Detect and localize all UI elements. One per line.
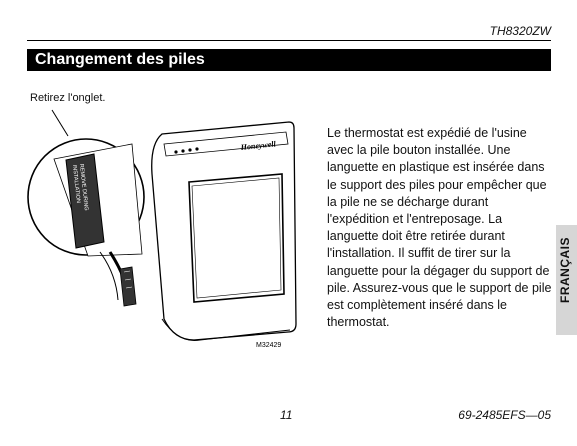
section-header (27, 49, 551, 71)
tab-label-line-1: REMOVE DURING (78, 163, 89, 212)
figure-id: M32429 (256, 342, 282, 349)
instructions-paragraph: Le thermostat est expédié de l'usine avec la pile bouton installée. Une languette en plastique est insérée dans le support des piles pour empêcher que la pile ne se décharge durant l'expédition et l'entreposage. La languette doit être retirée durant l'installation. Il suffit de tirer sur la languette pour la dégager du support de pile. Assurez-vous que le support de pile est complètement inséré dans le thermostat. (327, 126, 552, 330)
document-number: 69-2485EFS—05 (458, 408, 551, 422)
figure-callout: Retirez l'onglet. (30, 92, 106, 104)
language-label: FRANÇAIS (558, 237, 572, 303)
brand-logo: Honeywell (240, 139, 277, 152)
section-title: Changement des piles (35, 51, 205, 68)
page-number: 11 (280, 408, 293, 422)
header-rule (27, 40, 551, 41)
model-number: TH8320ZW (489, 24, 551, 38)
thermostat-illustration (24, 104, 304, 354)
language-tab (556, 225, 577, 335)
tab-label-line-2: INSTALLATION (71, 164, 81, 204)
